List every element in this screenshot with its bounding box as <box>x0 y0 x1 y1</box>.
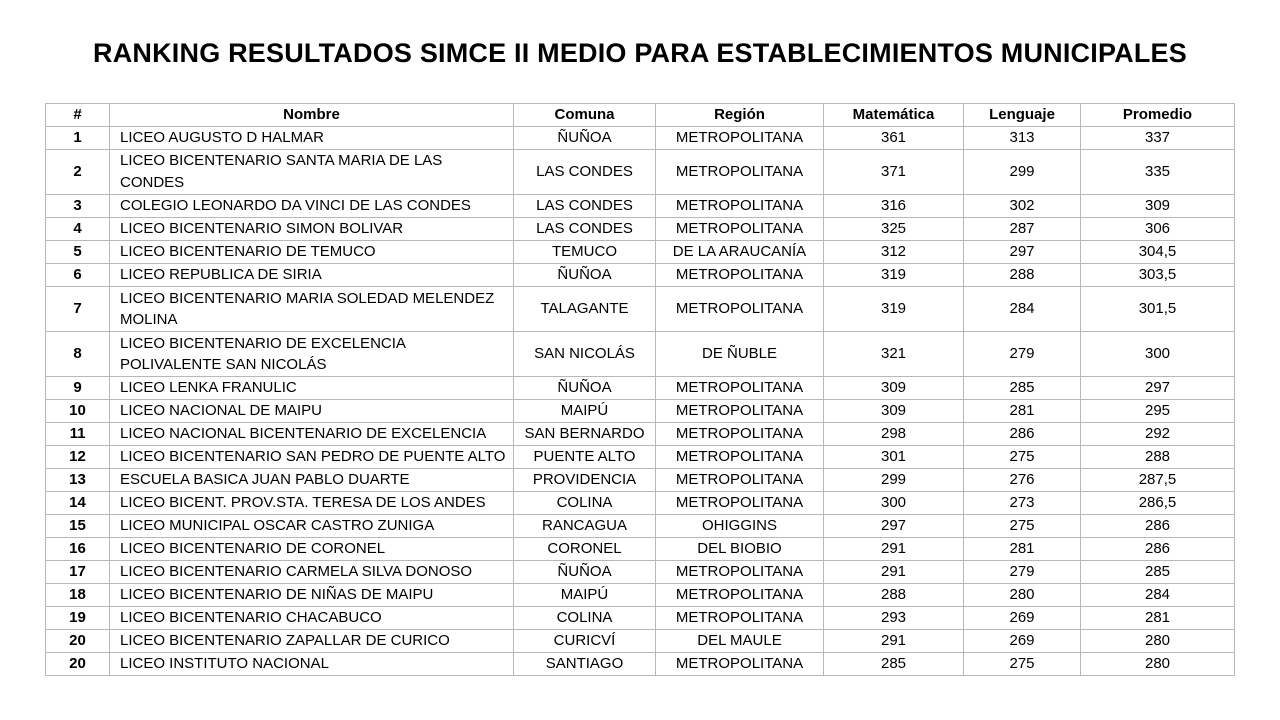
table-row <box>46 150 1235 195</box>
header-comuna: Comuna <box>514 104 656 127</box>
region-cell: METROPOLITANA <box>656 127 824 150</box>
rank-cell: 1 <box>46 127 110 150</box>
rank-cell: 8 <box>46 332 110 377</box>
comuna-cell: COLINA <box>514 492 656 515</box>
table-row <box>46 400 1235 423</box>
region-cell: METROPOLITANA <box>656 469 824 492</box>
region-cell: METROPOLITANA <box>656 218 824 241</box>
promedio-score-cell: 304,5 <box>1081 241 1235 264</box>
lenguaje-score-cell: 275 <box>964 653 1081 676</box>
promedio-score-cell: 281 <box>1081 607 1235 630</box>
region-cell: METROPOLITANA <box>656 423 824 446</box>
school-name-cell: LICEO MUNICIPAL OSCAR CASTRO ZUNIGA <box>110 515 514 538</box>
region-cell: METROPOLITANA <box>656 584 824 607</box>
rank-cell: 11 <box>46 423 110 446</box>
promedio-score-cell: 286,5 <box>1081 492 1235 515</box>
lenguaje-score-cell: 281 <box>964 400 1081 423</box>
matematica-score-cell: 293 <box>824 607 964 630</box>
table-row <box>46 561 1235 584</box>
matematica-score-cell: 321 <box>824 332 964 377</box>
header-lenguaje: Lenguaje <box>964 104 1081 127</box>
lenguaje-score-cell: 302 <box>964 195 1081 218</box>
region-cell: DE ÑUBLE <box>656 332 824 377</box>
header-matematica: Matemática <box>824 104 964 127</box>
school-name-cell: ESCUELA BASICA JUAN PABLO DUARTE <box>110 469 514 492</box>
promedio-score-cell: 335 <box>1081 150 1235 195</box>
matematica-score-cell: 288 <box>824 584 964 607</box>
page-title: RANKING RESULTADOS SIMCE II MEDIO PARA ESTABLECIMIENTOS MUNICIPALES <box>93 38 1187 68</box>
promedio-score-cell: 288 <box>1081 446 1235 469</box>
matematica-score-cell: 319 <box>824 287 964 332</box>
table-row <box>46 630 1235 653</box>
lenguaje-score-cell: 287 <box>964 218 1081 241</box>
lenguaje-score-cell: 288 <box>964 264 1081 287</box>
comuna-cell: ÑUÑOA <box>514 264 656 287</box>
ranking-table <box>45 103 1235 676</box>
promedio-score-cell: 287,5 <box>1081 469 1235 492</box>
comuna-cell: PUENTE ALTO <box>514 446 656 469</box>
comuna-cell: CURICVÍ <box>514 630 656 653</box>
matematica-score-cell: 299 <box>824 469 964 492</box>
rank-cell: 18 <box>46 584 110 607</box>
promedio-score-cell: 292 <box>1081 423 1235 446</box>
matematica-score-cell: 298 <box>824 423 964 446</box>
promedio-score-cell: 301,5 <box>1081 287 1235 332</box>
region-cell: METROPOLITANA <box>656 446 824 469</box>
school-name-cell: COLEGIO LEONARDO DA VINCI DE LAS CONDES <box>110 195 514 218</box>
region-cell: METROPOLITANA <box>656 195 824 218</box>
rank-cell: 15 <box>46 515 110 538</box>
rank-cell: 20 <box>46 653 110 676</box>
table-row <box>46 264 1235 287</box>
lenguaje-score-cell: 269 <box>964 607 1081 630</box>
region-cell: METROPOLITANA <box>656 287 824 332</box>
lenguaje-score-cell: 286 <box>964 423 1081 446</box>
comuna-cell: SAN NICOLÁS <box>514 332 656 377</box>
table-row <box>46 446 1235 469</box>
comuna-cell: LAS CONDES <box>514 150 656 195</box>
rank-cell: 14 <box>46 492 110 515</box>
region-cell: METROPOLITANA <box>656 607 824 630</box>
rank-cell: 2 <box>46 150 110 195</box>
region-cell: METROPOLITANA <box>656 492 824 515</box>
comuna-cell: TEMUCO <box>514 241 656 264</box>
promedio-score-cell: 280 <box>1081 630 1235 653</box>
table-header <box>46 104 1235 127</box>
lenguaje-score-cell: 297 <box>964 241 1081 264</box>
lenguaje-score-cell: 284 <box>964 287 1081 332</box>
matematica-score-cell: 309 <box>824 377 964 400</box>
rank-cell: 13 <box>46 469 110 492</box>
table-row <box>46 127 1235 150</box>
region-cell: METROPOLITANA <box>656 264 824 287</box>
comuna-cell: ÑUÑOA <box>514 127 656 150</box>
table-row <box>46 195 1235 218</box>
comuna-cell: SANTIAGO <box>514 653 656 676</box>
rank-cell: 16 <box>46 538 110 561</box>
school-name-cell: LICEO BICENTENARIO SAN PEDRO DE PUENTE ALTO <box>110 446 514 469</box>
rank-cell: 17 <box>46 561 110 584</box>
school-name-cell: LICEO BICENTENARIO ZAPALLAR DE CURICO <box>110 630 514 653</box>
matematica-score-cell: 361 <box>824 127 964 150</box>
promedio-score-cell: 309 <box>1081 195 1235 218</box>
rank-cell: 9 <box>46 377 110 400</box>
school-name-cell: LICEO BICENTENARIO MARIA SOLEDAD MELENDEZ MOLINA <box>110 287 514 332</box>
region-cell: METROPOLITANA <box>656 377 824 400</box>
lenguaje-score-cell: 313 <box>964 127 1081 150</box>
region-cell: METROPOLITANA <box>656 561 824 584</box>
matematica-score-cell: 285 <box>824 653 964 676</box>
school-name-cell: LICEO BICENTENARIO DE EXCELENCIA POLIVALENTE SAN NICOLÁS <box>110 332 514 377</box>
region-cell: METROPOLITANA <box>656 150 824 195</box>
matematica-score-cell: 291 <box>824 538 964 561</box>
lenguaje-score-cell: 281 <box>964 538 1081 561</box>
table-row <box>46 515 1235 538</box>
lenguaje-score-cell: 276 <box>964 469 1081 492</box>
table-row <box>46 218 1235 241</box>
lenguaje-score-cell: 269 <box>964 630 1081 653</box>
rank-cell: 20 <box>46 630 110 653</box>
header-region: Región <box>656 104 824 127</box>
matematica-score-cell: 300 <box>824 492 964 515</box>
school-name-cell: LICEO REPUBLICA DE SIRIA <box>110 264 514 287</box>
school-name-cell: LICEO BICENTENARIO DE NIÑAS DE MAIPU <box>110 584 514 607</box>
comuna-cell: RANCAGUA <box>514 515 656 538</box>
table-row <box>46 469 1235 492</box>
school-name-cell: LICEO BICENTENARIO SANTA MARIA DE LAS CONDES <box>110 150 514 195</box>
table-row <box>46 584 1235 607</box>
region-cell: METROPOLITANA <box>656 400 824 423</box>
matematica-score-cell: 371 <box>824 150 964 195</box>
school-name-cell: LICEO BICENT. PROV.STA. TERESA DE LOS ANDES <box>110 492 514 515</box>
school-name-cell: LICEO BICENTENARIO CHACABUCO <box>110 607 514 630</box>
table-row <box>46 607 1235 630</box>
lenguaje-score-cell: 280 <box>964 584 1081 607</box>
rank-cell: 6 <box>46 264 110 287</box>
region-cell: DE LA ARAUCANÍA <box>656 241 824 264</box>
table-row <box>46 492 1235 515</box>
comuna-cell: COLINA <box>514 607 656 630</box>
school-name-cell: LICEO NACIONAL DE MAIPU <box>110 400 514 423</box>
matematica-score-cell: 297 <box>824 515 964 538</box>
matematica-score-cell: 325 <box>824 218 964 241</box>
table-row <box>46 241 1235 264</box>
region-cell: DEL MAULE <box>656 630 824 653</box>
region-cell: METROPOLITANA <box>656 653 824 676</box>
school-name-cell: LICEO INSTITUTO NACIONAL <box>110 653 514 676</box>
matematica-score-cell: 319 <box>824 264 964 287</box>
rank-cell: 10 <box>46 400 110 423</box>
comuna-cell: MAIPÚ <box>514 584 656 607</box>
table-row <box>46 332 1235 377</box>
promedio-score-cell: 280 <box>1081 653 1235 676</box>
region-cell: OHIGGINS <box>656 515 824 538</box>
promedio-score-cell: 285 <box>1081 561 1235 584</box>
school-name-cell: LICEO BICENTENARIO SIMON BOLIVAR <box>110 218 514 241</box>
region-cell: DEL BIOBIO <box>656 538 824 561</box>
comuna-cell: PROVIDENCIA <box>514 469 656 492</box>
header-promedio: Promedio <box>1081 104 1235 127</box>
table-row <box>46 423 1235 446</box>
promedio-score-cell: 286 <box>1081 515 1235 538</box>
table-row <box>46 653 1235 676</box>
promedio-score-cell: 303,5 <box>1081 264 1235 287</box>
promedio-score-cell: 300 <box>1081 332 1235 377</box>
rank-cell: 5 <box>46 241 110 264</box>
comuna-cell: ÑUÑOA <box>514 561 656 584</box>
matematica-score-cell: 291 <box>824 561 964 584</box>
school-name-cell: LICEO NACIONAL BICENTENARIO DE EXCELENCIA <box>110 423 514 446</box>
lenguaje-score-cell: 279 <box>964 332 1081 377</box>
promedio-score-cell: 286 <box>1081 538 1235 561</box>
school-name-cell: LICEO BICENTENARIO CARMELA SILVA DONOSO <box>110 561 514 584</box>
school-name-cell: LICEO BICENTENARIO DE CORONEL <box>110 538 514 561</box>
matematica-score-cell: 312 <box>824 241 964 264</box>
comuna-cell: LAS CONDES <box>514 218 656 241</box>
rank-cell: 4 <box>46 218 110 241</box>
table-row <box>46 287 1235 332</box>
rank-cell: 19 <box>46 607 110 630</box>
table-row <box>46 377 1235 400</box>
school-name-cell: LICEO AUGUSTO D HALMAR <box>110 127 514 150</box>
comuna-cell: TALAGANTE <box>514 287 656 332</box>
table-row <box>46 538 1235 561</box>
matematica-score-cell: 309 <box>824 400 964 423</box>
comuna-cell: LAS CONDES <box>514 195 656 218</box>
comuna-cell: CORONEL <box>514 538 656 561</box>
lenguaje-score-cell: 299 <box>964 150 1081 195</box>
comuna-cell: ÑUÑOA <box>514 377 656 400</box>
comuna-cell: SAN BERNARDO <box>514 423 656 446</box>
comuna-cell: MAIPÚ <box>514 400 656 423</box>
promedio-score-cell: 337 <box>1081 127 1235 150</box>
lenguaje-score-cell: 273 <box>964 492 1081 515</box>
lenguaje-score-cell: 279 <box>964 561 1081 584</box>
promedio-score-cell: 306 <box>1081 218 1235 241</box>
matematica-score-cell: 301 <box>824 446 964 469</box>
header-rank: # <box>46 104 110 127</box>
rank-cell: 7 <box>46 287 110 332</box>
rank-cell: 12 <box>46 446 110 469</box>
matematica-score-cell: 291 <box>824 630 964 653</box>
lenguaje-score-cell: 285 <box>964 377 1081 400</box>
lenguaje-score-cell: 275 <box>964 515 1081 538</box>
lenguaje-score-cell: 275 <box>964 446 1081 469</box>
school-name-cell: LICEO BICENTENARIO DE TEMUCO <box>110 241 514 264</box>
table-body <box>46 127 1235 676</box>
matematica-score-cell: 316 <box>824 195 964 218</box>
promedio-score-cell: 297 <box>1081 377 1235 400</box>
school-name-cell: LICEO LENKA FRANULIC <box>110 377 514 400</box>
header-row <box>46 104 1235 127</box>
promedio-score-cell: 295 <box>1081 400 1235 423</box>
promedio-score-cell: 284 <box>1081 584 1235 607</box>
header-name: Nombre <box>110 104 514 127</box>
rank-cell: 3 <box>46 195 110 218</box>
